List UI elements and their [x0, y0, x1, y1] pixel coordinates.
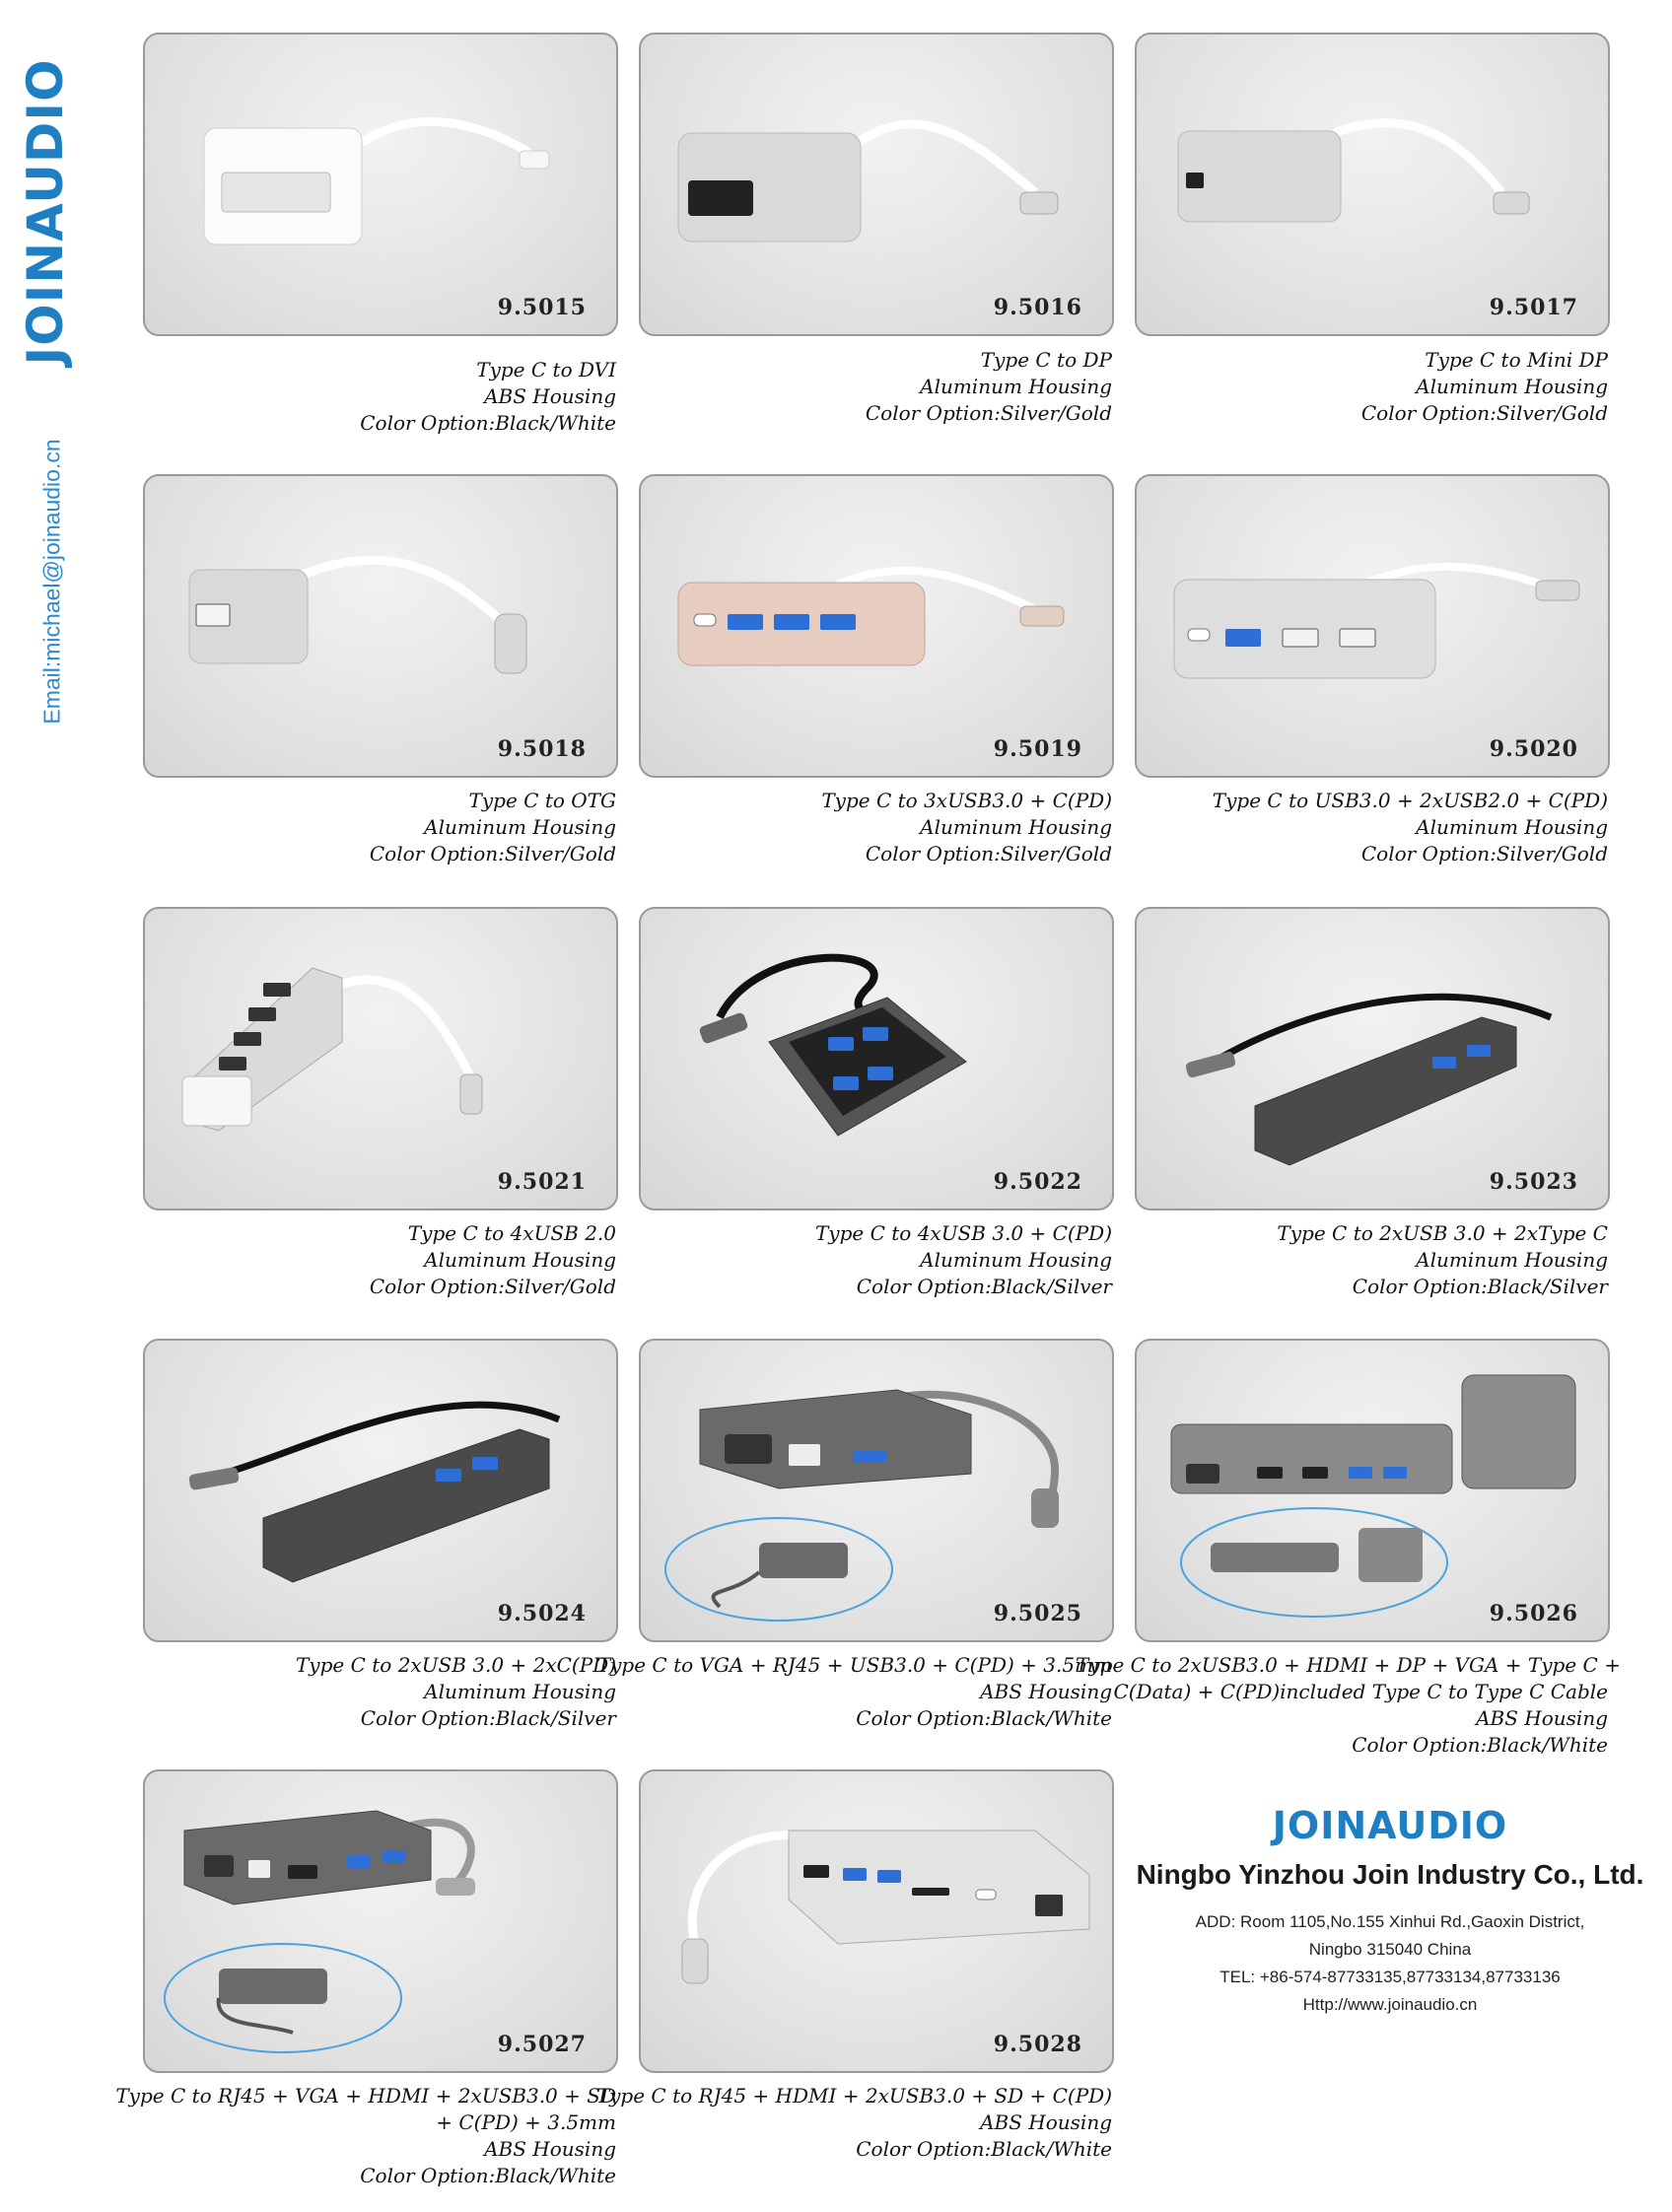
product-code: 9.5016 [993, 295, 1082, 320]
product-card-9-5025 [639, 1339, 1114, 1642]
caption-line: Color Option:Black/White [360, 411, 616, 435]
product-caption-9-5015 [84, 357, 616, 437]
product-caption-9-5021 [84, 1220, 616, 1300]
caption-line: Color Option:Black/Silver [1352, 1275, 1608, 1298]
company-name: Ningbo Yinzhou Join Industry Co., Ltd. [1136, 1859, 1644, 1890]
caption-line: Type C to 4xUSB 3.0 + C(PD) [814, 1221, 1112, 1245]
side-brand-logo [18, 49, 73, 375]
caption-line: Color Option:Black/White [856, 1706, 1112, 1730]
product-caption-9-5027 [84, 2083, 616, 2189]
product-code: 9.5022 [993, 1169, 1082, 1195]
caption-line: Type C to OTG [468, 789, 616, 812]
caption-line: Type C to 2xUSB 3.0 + 2xC(PD) [295, 1653, 616, 1677]
product-card-9-5016 [639, 33, 1114, 336]
caption-line: Color Option:Black/White [1352, 1733, 1608, 1757]
product-caption-9-5023 [1076, 1220, 1608, 1300]
product-caption-9-5028 [580, 2083, 1112, 2163]
product-caption-9-5022 [580, 1220, 1112, 1300]
caption-line: C(Data) + C(PD)included Type C to Type C Cable [1113, 1680, 1608, 1703]
product-card-9-5018 [143, 474, 618, 778]
caption-line: Color Option:Black/Silver [856, 1275, 1112, 1298]
otg-adapter-image [145, 476, 616, 776]
product-card-9-5017 [1135, 33, 1610, 336]
product-card-9-5023 [1135, 907, 1610, 1210]
product-code: 9.5028 [993, 2032, 1082, 2057]
vga-rj45-hub-image [641, 1341, 1112, 1640]
caption-line: Type C to 2xUSB 3.0 + 2xType C [1277, 1221, 1608, 1245]
caption-line: Color Option:Black/White [856, 2137, 1112, 2161]
product-card-9-5015 [143, 33, 618, 336]
caption-line: Color Option:Black/Silver [360, 1706, 616, 1730]
product-caption-9-5024 [84, 1652, 616, 1732]
caption-line: Aluminum Housing [424, 1248, 616, 1272]
caption-line: Aluminum Housing [920, 1248, 1112, 1272]
product-caption-9-5019 [580, 788, 1112, 867]
caption-line: Type C to DP [980, 348, 1112, 372]
caption-line: Aluminum Housing [1416, 815, 1608, 839]
caption-line: ABS Housing [1476, 1706, 1608, 1730]
product-caption-9-5025 [580, 1652, 1112, 1732]
caption-line: Color Option:Silver/Gold [1360, 401, 1608, 425]
product-code: 9.5026 [1489, 1601, 1578, 1626]
caption-line: ABS Housing [484, 384, 616, 408]
product-card-9-5026 [1135, 1339, 1610, 1642]
caption-line: Color Option:Silver/Gold [369, 1275, 616, 1298]
caption-line: Type C to DVI [476, 358, 616, 381]
product-code: 9.5023 [1489, 1169, 1578, 1195]
product-card-9-5024 [143, 1339, 618, 1642]
caption-line: Color Option:Silver/Gold [1360, 842, 1608, 865]
company-info [1134, 1804, 1646, 2019]
usb-hub-gold-image [641, 476, 1112, 776]
product-card-9-5019 [639, 474, 1114, 778]
caption-line: Type C to 2xUSB3.0 + HDMI + DP + VGA + Type C + [1076, 1653, 1621, 1677]
caption-line: Color Option:Silver/Gold [865, 842, 1112, 865]
product-caption-9-5016 [580, 347, 1112, 427]
caption-line: Type C to Mini DP [1425, 348, 1608, 372]
company-logo: JOINAUDIO [1272, 1804, 1508, 1847]
product-code: 9.5027 [497, 2032, 587, 2057]
caption-line: Aluminum Housing [424, 1680, 616, 1703]
caption-line: Color Option:Silver/Gold [369, 842, 616, 865]
usb2-hub-stick-image [145, 909, 616, 1209]
caption-line: Aluminum Housing [424, 815, 616, 839]
silver-multiport-hub-image [641, 1771, 1112, 2071]
product-code: 9.5024 [497, 1601, 587, 1626]
caption-line: Aluminum Housing [920, 375, 1112, 398]
slim-hub-2type-c-image [1137, 909, 1608, 1209]
product-code: 9.5021 [497, 1169, 587, 1195]
product-code: 9.5017 [1489, 295, 1578, 320]
product-card-9-5028 [639, 1769, 1114, 2073]
product-caption-9-5017 [1076, 347, 1608, 427]
product-caption-9-5026 [1076, 1652, 1621, 1759]
product-code: 9.5020 [1489, 736, 1578, 762]
product-card-9-5021 [143, 907, 618, 1210]
caption-line: Type C to RJ45 + HDMI + 2xUSB3.0 + SD + C(PD) [595, 2084, 1112, 2108]
caption-line: Color Option:Black/White [360, 2164, 616, 2187]
product-caption-9-5018 [84, 788, 616, 867]
docking-station-image [1137, 1341, 1608, 1640]
caption-line: Aluminum Housing [920, 815, 1112, 839]
dp-adapter-image [641, 35, 1112, 334]
square-usb-hub-image [641, 909, 1112, 1209]
caption-line: ABS Housing [980, 1680, 1112, 1703]
product-caption-9-5020 [1076, 788, 1608, 867]
company-address-line-2: Ningbo 315040 China [1308, 1940, 1472, 1959]
product-code: 9.5025 [993, 1601, 1082, 1626]
caption-line: ABS Housing [980, 2110, 1112, 2134]
caption-line: Type C to 3xUSB3.0 + C(PD) [821, 789, 1112, 812]
caption-line: Type C to VGA + RJ45 + USB3.0 + C(PD) + 3.5mm [596, 1653, 1112, 1677]
caption-line: + C(PD) + 3.5mm [436, 2110, 616, 2134]
caption-line: Aluminum Housing [1416, 375, 1608, 398]
side-email [37, 414, 67, 749]
mini-dp-adapter-image [1137, 35, 1608, 334]
product-card-9-5022 [639, 907, 1114, 1210]
caption-line: Color Option:Silver/Gold [865, 401, 1112, 425]
caption-line: Type C to 4xUSB 2.0 [407, 1221, 616, 1245]
side-email-text: Email:michael@joinaudio.cn [38, 439, 65, 725]
caption-line: Type C to USB3.0 + 2xUSB2.0 + C(PD) [1212, 789, 1608, 812]
caption-line: Type C to RJ45 + VGA + HDMI + 2xUSB3.0 + SD [115, 2084, 616, 2108]
caption-line: ABS Housing [484, 2137, 616, 2161]
dvi-adapter-image [145, 35, 616, 334]
product-code: 9.5019 [993, 736, 1082, 762]
multiport-hub-image [145, 1771, 616, 2071]
product-card-9-5020 [1135, 474, 1610, 778]
caption-line: Aluminum Housing [1416, 1248, 1608, 1272]
company-address-line-1: ADD: Room 1105,No.155 Xinhui Rd.,Gaoxin District, [1195, 1912, 1585, 1931]
product-code: 9.5015 [497, 295, 587, 320]
company-tel: TEL: +86-574-87733135,87733134,87733136 [1219, 1968, 1561, 1986]
product-code: 9.5018 [497, 736, 587, 762]
usb-hub-silver-image [1137, 476, 1608, 776]
product-card-9-5027 [143, 1769, 618, 2073]
company-website: Http://www.joinaudio.cn [1302, 1995, 1478, 2014]
side-brand-logo-text: JOINAUDIO [17, 58, 74, 366]
slim-hub-2pd-image [145, 1341, 616, 1640]
